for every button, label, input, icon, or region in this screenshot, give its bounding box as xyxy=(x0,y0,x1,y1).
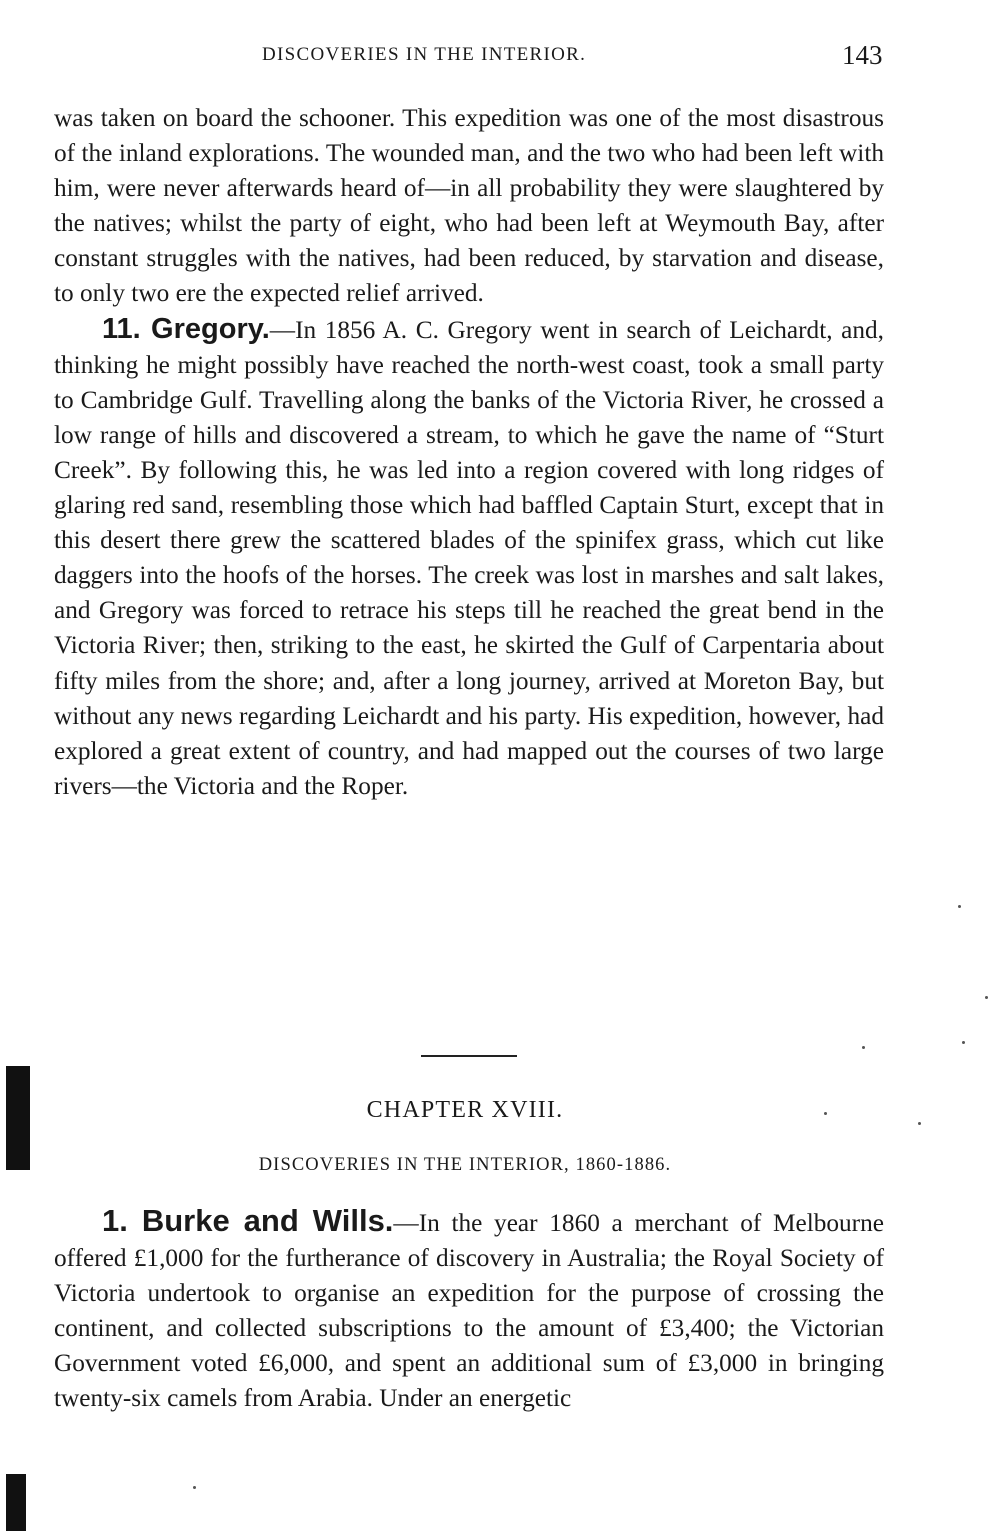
running-header xyxy=(0,40,1000,74)
paragraph-section-1 xyxy=(54,1203,884,1417)
section-heading-burke-and-wills: 1. Burke and Wills. xyxy=(102,1203,394,1238)
chapter-title: CHAPTER XVIII. xyxy=(366,1097,564,1123)
section-1-text: —In the year 1860 a merchant of Melbourne offered £1,000 for the furtherance of discovery in Australia; the Royal Society of Victoria undertook to organise an expedition for the purpose of crossing the continent, and collected subscriptions to the amount of £3,400; the Victorian Government voted £6,000, and spent an additional sum of £3,000 in bringing twenty-six camels from Arabia. Under an energetic xyxy=(54,1209,884,1413)
scan-speck xyxy=(962,1041,965,1044)
chapter-subtitle: DISCOVERIES IN THE INTERIOR, 1860-1886. xyxy=(258,1155,672,1175)
scan-speck xyxy=(193,1486,196,1489)
scan-speck xyxy=(958,905,961,908)
paragraph-section-10-end: was taken on board the schooner. This expedition was one of the most disastrous of the inland explorations. The wounded man, and the two who had been left with him, were never afterwards heard of—in all probability they were slaughtered by the natives; whilst the party of eight, who had been left at Weymouth Bay, after constant struggles with the natives, had been reduced, by starvation and disease, to only two ere the expected relief arrived. xyxy=(54,104,884,308)
paragraph-section-11 xyxy=(54,312,884,804)
scan-edge-mark-upper xyxy=(6,1066,30,1170)
scan-speck xyxy=(985,996,988,999)
text-block-upper xyxy=(54,101,884,804)
scan-speck xyxy=(918,1122,921,1125)
page-number: 143 xyxy=(842,40,883,70)
scan-speck xyxy=(862,1046,865,1049)
text-block-lower xyxy=(54,1203,884,1417)
section-11-text: —In 1856 A. C. Gregory went in search of Leichardt, and, thinking he might possibly have reached the north-west coast, took a small party to Cambridge Gulf. Travelling along the banks of the Victoria River, he crossed a low range of hills and discovered a stream, to which he gave the name of “Sturt Creek”. By following this, he was led into a region covered with long ridges of glaring red sand, resembling those which had baffled Captain Sturt, except that in this desert there grew the scattered blades of the spinifex grass, which cut like daggers into the hoofs of the horses. The creek was lost in marshes and salt lakes, and Gregory was forced to retrace his steps till he reached the great bend in the Victoria River; then, striking to the east, he skirted the Gulf of Carpentaria about fifty miles from the shore; and, after a long journey, arrived at Moreton Bay, but without any news regarding Leichardt and his party. His expedition, however, had explored a great extent of country, and had mapped out the courses of two large rivers—the Victoria and the Roper. xyxy=(54,315,884,800)
section-heading-gregory: 11. Gregory. xyxy=(102,312,270,345)
scan-speck xyxy=(824,1112,827,1115)
running-title: DISCOVERIES IN THE INTERIOR. xyxy=(262,44,587,65)
section-divider-rule xyxy=(421,1055,517,1057)
scan-edge-mark-lower xyxy=(6,1474,26,1531)
